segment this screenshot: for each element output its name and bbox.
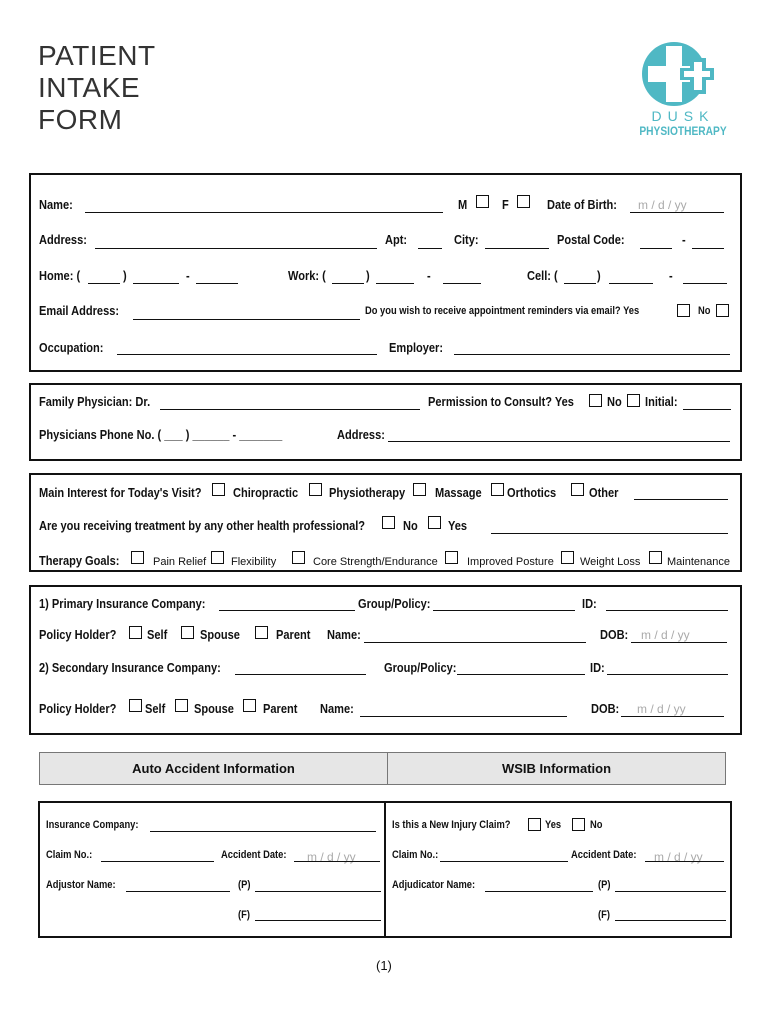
new-claim-yes-label: Yes <box>545 819 562 831</box>
home-phone-field-2[interactable] <box>196 283 238 284</box>
receiving-no-checkbox[interactable] <box>382 516 395 529</box>
female-label: F <box>502 197 509 212</box>
work-paren: ) <box>366 268 370 283</box>
goal-core-label: Core Strength/Endurance <box>313 556 438 568</box>
wsib-fax-label: (F) <box>598 909 610 921</box>
wsib-date-label: Accident Date: <box>571 849 637 861</box>
primary-spouse-checkbox[interactable] <box>181 626 194 639</box>
consult-no-checkbox[interactable] <box>627 394 640 407</box>
dob-line <box>630 212 724 213</box>
chiro-label: Chiropractic <box>233 485 299 500</box>
goals-label: Therapy Goals: <box>39 553 120 568</box>
primary-holder-label: Policy Holder? <box>39 627 117 642</box>
tab-wsib[interactable]: WSIB Information <box>387 752 726 785</box>
secondary-dob-line <box>621 716 724 717</box>
occupation-label: Occupation: <box>39 340 104 355</box>
employer-label: Employer: <box>389 340 444 355</box>
auto-insurance-field[interactable] <box>150 831 376 832</box>
goal-pain-checkbox[interactable] <box>131 551 144 564</box>
physio-label: Physiotherapy <box>329 485 406 500</box>
auto-date-field[interactable]: m / d / yy <box>307 850 356 864</box>
primary-self-checkbox[interactable] <box>129 626 142 639</box>
receiving-yes-label: Yes <box>448 518 468 533</box>
primary-dob-field[interactable]: m / d / yy <box>641 628 690 642</box>
secondary-name-label: Name: <box>320 701 354 716</box>
primary-parent-label: Parent <box>276 627 311 642</box>
auto-claim-field[interactable] <box>101 861 214 862</box>
massage-label: Massage <box>435 485 482 500</box>
goal-flex-checkbox[interactable] <box>211 551 224 564</box>
email-field[interactable] <box>133 319 360 320</box>
primary-parent-checkbox[interactable] <box>255 626 268 639</box>
work-dash: - <box>427 268 431 283</box>
physician-address-label: Address: <box>337 427 385 442</box>
secondary-insurance-label: 2) Secondary Insurance Company: <box>39 660 221 675</box>
email-label: Email Address: <box>39 303 120 318</box>
primary-id-field[interactable] <box>606 610 728 611</box>
other-field[interactable] <box>634 499 728 500</box>
secondary-self-checkbox[interactable] <box>129 699 142 712</box>
receiving-label: Are you receiving treatment by any other health professional? <box>39 518 366 533</box>
auto-phone-label: (P) <box>238 879 251 891</box>
orthotics-checkbox[interactable] <box>491 483 504 496</box>
physician-address-field[interactable] <box>388 441 730 442</box>
cell-paren: ) <box>597 268 601 283</box>
adjustor-label: Adjustor Name: <box>46 879 116 891</box>
goal-weight-checkbox[interactable] <box>561 551 574 564</box>
massage-checkbox[interactable] <box>413 483 426 496</box>
consult-no-label: No <box>607 394 622 409</box>
work-area-field[interactable] <box>332 283 364 284</box>
name-field[interactable] <box>85 212 443 213</box>
receiving-yes-checkbox[interactable] <box>428 516 441 529</box>
secondary-parent-checkbox[interactable] <box>243 699 256 712</box>
apt-field[interactable] <box>418 248 442 249</box>
orthotics-label: Orthotics <box>507 485 557 500</box>
goal-flex-label: Flexibility <box>231 556 277 568</box>
new-claim-label: Is this a New Injury Claim? <box>392 819 511 831</box>
primary-spouse-label: Spouse <box>200 627 240 642</box>
home-paren: ) <box>123 268 127 283</box>
adjustor-field[interactable] <box>126 891 230 892</box>
work-phone-field-1[interactable] <box>376 283 414 284</box>
male-label: M <box>458 197 468 212</box>
city-label: City: <box>454 232 479 247</box>
primary-insurance-field[interactable] <box>219 610 355 611</box>
chiro-checkbox[interactable] <box>212 483 225 496</box>
home-area-field[interactable] <box>88 283 120 284</box>
personal-info-section <box>29 173 742 372</box>
claim-divider <box>384 801 386 938</box>
primary-group-field[interactable] <box>433 610 575 611</box>
auto-date-label: Accident Date: <box>221 849 287 861</box>
physician-field[interactable] <box>160 409 420 410</box>
female-checkbox[interactable] <box>517 195 530 208</box>
new-claim-no-checkbox[interactable] <box>572 818 585 831</box>
goal-posture-checkbox[interactable] <box>445 551 458 564</box>
physio-checkbox[interactable] <box>309 483 322 496</box>
wsib-claim-field[interactable] <box>440 861 568 862</box>
primary-dob-label: DOB: <box>600 627 629 642</box>
page-number: (1) <box>376 958 392 973</box>
secondary-holder-label: Policy Holder? <box>39 701 117 716</box>
new-claim-yes-checkbox[interactable] <box>528 818 541 831</box>
secondary-insurance-field[interactable] <box>235 674 366 675</box>
cross-logo-icon <box>628 38 738 108</box>
secondary-dob-field[interactable]: m / d / yy <box>637 702 686 716</box>
postal-label: Postal Code: <box>557 232 625 247</box>
wsib-date-field[interactable]: m / d / yy <box>654 850 703 864</box>
tab-auto-accident[interactable]: Auto Accident Information <box>39 752 388 785</box>
postal-field-2[interactable] <box>692 248 724 249</box>
occupation-field[interactable] <box>117 354 377 355</box>
new-claim-no-label: No <box>590 819 603 831</box>
physician-phone-field[interactable]: Physicians Phone No. ( ___ ) ______ - _______ <box>39 427 283 442</box>
primary-name-label: Name: <box>327 627 361 642</box>
goal-maint-checkbox[interactable] <box>649 551 662 564</box>
consult-yes-checkbox[interactable] <box>589 394 602 407</box>
employer-field[interactable] <box>454 354 730 355</box>
dob-field[interactable]: m / d / yy <box>638 198 687 212</box>
clinic-logo: DUSK PHYSIOTHERAPY <box>628 38 738 143</box>
apt-label: Apt: <box>385 232 408 247</box>
auto-insurance-label: Insurance Company: <box>46 819 139 831</box>
receiving-no-label: No <box>403 518 418 533</box>
primary-self-label: Self <box>147 627 168 642</box>
secondary-group-field[interactable] <box>457 674 585 675</box>
secondary-id-label: ID: <box>590 660 605 675</box>
secondary-parent-label: Parent <box>263 701 298 716</box>
reminder-yes-checkbox[interactable] <box>677 304 690 317</box>
auto-fax-field[interactable] <box>255 920 381 921</box>
cell-phone-field-2[interactable] <box>683 283 727 284</box>
wsib-claim-label: Claim No.: <box>392 849 439 861</box>
address-label: Address: <box>39 232 87 247</box>
postal-field-1[interactable] <box>640 248 672 249</box>
wsib-phone-field[interactable] <box>615 891 726 892</box>
wsib-fax-field[interactable] <box>615 920 726 921</box>
secondary-spouse-label: Spouse <box>194 701 234 716</box>
home-phone-label: Home: ( <box>39 268 81 283</box>
cell-area-field[interactable] <box>564 283 596 284</box>
reminder-no-label: No <box>698 305 711 317</box>
reminder-no-checkbox[interactable] <box>716 304 729 317</box>
initial-field[interactable] <box>683 409 731 410</box>
auto-date-line <box>294 861 380 862</box>
secondary-group-label: Group/Policy: <box>384 660 457 675</box>
work-phone-field-2[interactable] <box>443 283 481 284</box>
primary-group-label: Group/Policy: <box>358 596 431 611</box>
primary-insurance-label: 1) Primary Insurance Company: <box>39 596 206 611</box>
physician-label: Family Physician: Dr. <box>39 394 151 409</box>
cell-phone-label: Cell: ( <box>527 268 558 283</box>
goal-maint-label: Maintenance <box>667 556 730 568</box>
city-field[interactable] <box>485 248 549 249</box>
secondary-self-label: Self <box>145 701 166 716</box>
consult-label: Permission to Consult? Yes <box>428 394 574 409</box>
secondary-id-field[interactable] <box>607 674 728 675</box>
reminder-label: Do you wish to receive appointment reminders via email? Yes <box>365 305 640 317</box>
address-field[interactable] <box>95 248 377 249</box>
secondary-dob-label: DOB: <box>591 701 620 716</box>
name-label: Name: <box>39 197 73 212</box>
postal-dash: - <box>682 232 686 247</box>
male-checkbox[interactable] <box>476 195 489 208</box>
initial-label: Initial: <box>645 394 678 409</box>
home-phone-field-1[interactable] <box>133 283 179 284</box>
auto-claim-label: Claim No.: <box>46 849 93 861</box>
primary-id-label: ID: <box>582 596 597 611</box>
receiving-field[interactable] <box>491 533 728 534</box>
secondary-name-field[interactable] <box>360 716 567 717</box>
adjudicator-label: Adjudicator Name: <box>392 879 476 891</box>
dob-label: Date of Birth: <box>547 197 617 212</box>
auto-fax-label: (F) <box>238 909 250 921</box>
secondary-spouse-checkbox[interactable] <box>175 699 188 712</box>
primary-dob-line <box>631 642 727 643</box>
form-title: PATIENT INTAKE FORM <box>38 40 156 135</box>
other-checkbox[interactable] <box>571 483 584 496</box>
goal-posture-label: Improved Posture <box>467 556 554 568</box>
cell-dash: - <box>669 268 673 283</box>
auto-phone-field[interactable] <box>255 891 381 892</box>
primary-name-field[interactable] <box>364 642 586 643</box>
wsib-date-line <box>645 861 724 862</box>
cell-phone-field-1[interactable] <box>609 283 653 284</box>
goal-pain-label: Pain Relief <box>153 556 207 568</box>
adjudicator-field[interactable] <box>485 891 593 892</box>
work-phone-label: Work: ( <box>288 268 326 283</box>
other-label: Other <box>589 485 619 500</box>
interest-label: Main Interest for Today's Visit? <box>39 485 202 500</box>
goal-weight-label: Weight Loss <box>580 556 641 568</box>
goal-core-checkbox[interactable] <box>292 551 305 564</box>
home-dash: - <box>186 268 190 283</box>
wsib-phone-label: (P) <box>598 879 611 891</box>
